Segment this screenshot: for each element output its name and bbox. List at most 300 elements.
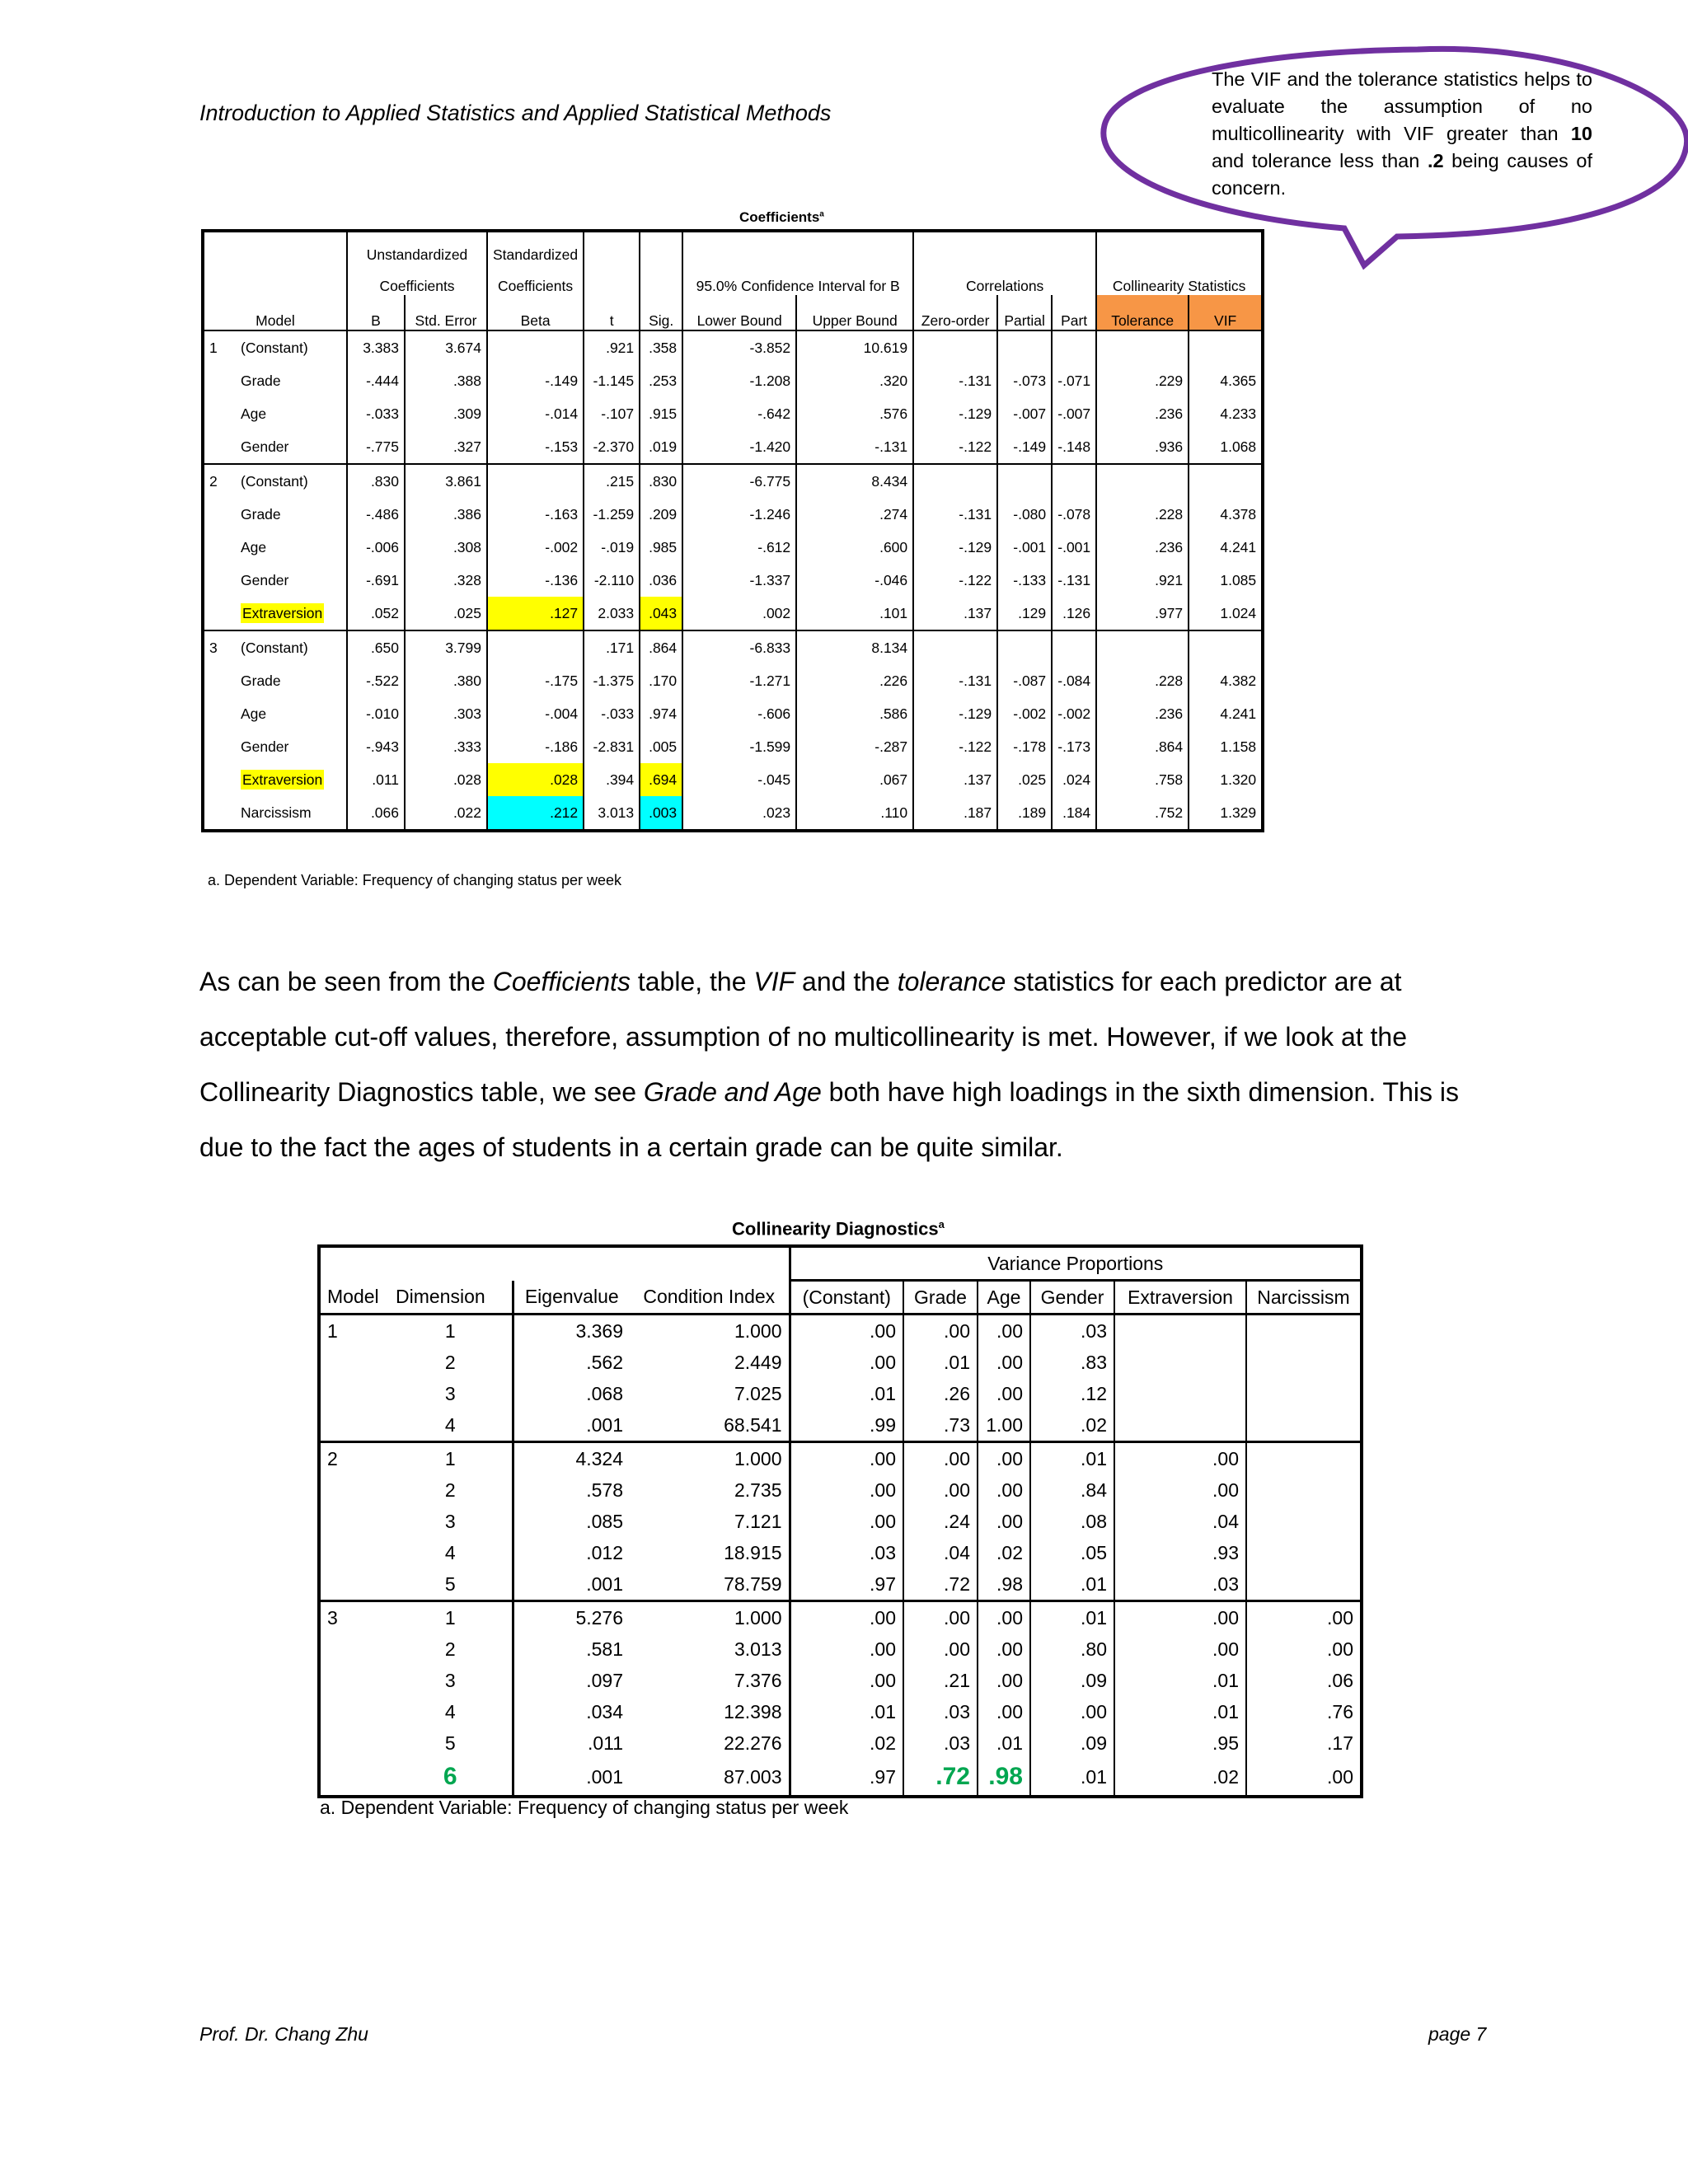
coef-cell [1052, 464, 1096, 498]
cd-cell: 18.915 [630, 1537, 790, 1568]
cd-cell: 2.735 [630, 1474, 790, 1506]
coef-cell: .036 [640, 564, 682, 597]
coef-cell: -.007 [997, 397, 1052, 430]
coef-predictor-highlight: Extraversion [242, 771, 323, 788]
cd-h-variance-proportions: Variance Proportions [790, 1246, 1362, 1281]
cd-dimension: 1 [389, 1315, 513, 1347]
cd-cell: .01 [1030, 1601, 1114, 1634]
coef-cell: -1.145 [584, 364, 640, 397]
coef-cell: -.149 [487, 364, 584, 397]
cd-cell [1246, 1568, 1362, 1601]
cd-col-dimension: Dimension [389, 1281, 513, 1315]
cd-cell: .00 [1246, 1759, 1362, 1797]
cd-cell: .00 [978, 1378, 1030, 1409]
cd-cell: .03 [790, 1537, 903, 1568]
coef-cell: .023 [682, 796, 796, 831]
cd-cell [1246, 1347, 1362, 1378]
coef-col-zero-order: Zero-order [913, 295, 997, 330]
coef-cell [1096, 464, 1189, 498]
coef-h-sig-blank [640, 231, 682, 264]
coef-cell: -2.370 [584, 430, 640, 464]
coef-cell: .137 [913, 597, 997, 630]
coef-predictor: Gender [236, 730, 347, 763]
coef-cell: -1.246 [682, 498, 796, 531]
coef-cell: .025 [997, 763, 1052, 796]
coef-cell: -.136 [487, 564, 584, 597]
coef-cell: -.133 [997, 564, 1052, 597]
cd-cell: .00 [1246, 1601, 1362, 1634]
coefficients-table [201, 229, 1264, 832]
cd-cell: .00 [790, 1347, 903, 1378]
cd-cell: .24 [903, 1506, 978, 1537]
cd-cell [1246, 1409, 1362, 1442]
coef-title-sup: a [819, 209, 824, 219]
cd-cell [1246, 1442, 1362, 1475]
coef-h-std-1: Standardized [487, 231, 584, 264]
para-italic-3: tolerance [897, 967, 1006, 996]
coef-cell: .320 [796, 364, 913, 397]
coef-model-number: 3 [203, 630, 236, 664]
cd-cell: 7.121 [630, 1506, 790, 1537]
coef-cell: -.122 [913, 430, 997, 464]
coef-cell: .187 [913, 796, 997, 831]
coef-cell: -.006 [347, 531, 405, 564]
coef-cell: .236 [1096, 531, 1189, 564]
coef-cell: -.084 [1052, 664, 1096, 697]
coef-predictor [236, 763, 347, 796]
cd-cell: .00 [978, 1347, 1030, 1378]
coef-cell: .915 [640, 397, 682, 430]
coef-model-number [203, 730, 236, 763]
cd-model-number [319, 1633, 389, 1665]
cd-dimension: 3 [389, 1506, 513, 1537]
coef-cell: -.186 [487, 730, 584, 763]
cd-cell: .00 [790, 1601, 903, 1634]
coef-col-lower-bound: Lower Bound [682, 295, 796, 330]
coef-cell: 1.024 [1189, 597, 1263, 630]
cd-row [319, 1537, 1362, 1568]
cd-cell: .09 [1030, 1727, 1114, 1759]
coef-cell: -.522 [347, 664, 405, 697]
coef-cell: .215 [584, 464, 640, 498]
cd-col-gender: Gender [1030, 1281, 1114, 1315]
cd-cell: .01 [1030, 1568, 1114, 1601]
coef-cell [913, 464, 997, 498]
coef-cell: -1.420 [682, 430, 796, 464]
coef-cell: 4.233 [1189, 397, 1263, 430]
cd-cell: .97 [790, 1568, 903, 1601]
cd-col-eigenvalue: Eigenvalue [513, 1281, 630, 1315]
coef-h-ci: 95.0% Confidence Interval for B [682, 264, 913, 295]
coef-cell: -2.110 [584, 564, 640, 597]
coef-h-t-blank [584, 231, 640, 264]
callout-text-1: The VIF and the tolerance statistics helps to evaluate the assumption of no multicollinearity with VIF greater than [1212, 68, 1592, 144]
coef-predictor: Grade [236, 498, 347, 531]
cd-header-row-1 [319, 1246, 1362, 1281]
para-italic-4: Grade and Age [643, 1077, 822, 1107]
coef-model-number [203, 564, 236, 597]
cd-row [319, 1633, 1362, 1665]
coef-cell: .380 [405, 664, 487, 697]
para-text-4: statistics for each predictor are at acceptable cut-off values, therefore, assumption of no multicollinearity is met. However, if we look at the Collinearity Diagnostics table, we see [199, 967, 1408, 1107]
coef-cell: .067 [796, 763, 913, 796]
coef-cell [1189, 330, 1263, 364]
cd-cell: .00 [903, 1315, 978, 1347]
cd-cell [1246, 1474, 1362, 1506]
coef-cell: .212 [487, 796, 584, 831]
coef-predictor: Age [236, 697, 347, 730]
coef-predictor-highlight: Extraversion [242, 604, 323, 621]
coef-cell: -.122 [913, 564, 997, 597]
cd-cell: .00 [903, 1474, 978, 1506]
cd-cell: .00 [1114, 1442, 1246, 1475]
coef-cell: -.001 [1052, 531, 1096, 564]
coef-row [203, 397, 1263, 430]
coef-cell: -.486 [347, 498, 405, 531]
coef-cell: .328 [405, 564, 487, 597]
cd-dimension: 5 [389, 1568, 513, 1601]
coef-cell: .974 [640, 697, 682, 730]
coef-cell [997, 464, 1052, 498]
coef-cell: .236 [1096, 397, 1189, 430]
coef-cell [487, 630, 584, 664]
coef-cell: .386 [405, 498, 487, 531]
cd-model-number [319, 1378, 389, 1409]
cd-cell: 1.00 [978, 1409, 1030, 1442]
coef-cell: -.046 [796, 564, 913, 597]
cd-dimension: 3 [389, 1378, 513, 1409]
cd-model-number: 3 [319, 1601, 389, 1634]
para-text-3: and the [795, 967, 898, 996]
cd-cell: .00 [790, 1665, 903, 1696]
cd-model-number [319, 1347, 389, 1378]
coef-cell: -6.833 [682, 630, 796, 664]
coef-cell: .019 [640, 430, 682, 464]
callout-bold-vif: 10 [1570, 123, 1592, 144]
para-italic-2: VIF [753, 967, 795, 996]
coef-cell: .189 [997, 796, 1052, 831]
para-italic-1: Coefficients [492, 967, 631, 996]
coef-cell: -.131 [913, 364, 997, 397]
cd-cell: 4.324 [513, 1442, 630, 1475]
coef-cell: -.019 [584, 531, 640, 564]
cd-cell: .01 [790, 1696, 903, 1727]
cd-title-sup: a [938, 1218, 945, 1230]
cd-cell: .00 [978, 1315, 1030, 1347]
coef-cell: .576 [796, 397, 913, 430]
cd-cell: .73 [903, 1409, 978, 1442]
coef-cell: -3.852 [682, 330, 796, 364]
cd-dimension: 2 [389, 1474, 513, 1506]
coef-cell: .864 [640, 630, 682, 664]
coef-cell: -.007 [1052, 397, 1096, 430]
coef-row [203, 531, 1263, 564]
coef-cell: -.131 [1052, 564, 1096, 597]
cd-cell: .581 [586, 1638, 623, 1660]
cd-cell: .09 [1030, 1665, 1114, 1696]
cd-cell: 87.003 [630, 1759, 790, 1797]
cd-col-condition-index: Condition Index [630, 1281, 790, 1315]
coef-col-b: B [347, 295, 405, 330]
coef-cell: 1.329 [1189, 796, 1263, 831]
coef-cell: -.642 [682, 397, 796, 430]
cd-row [319, 1378, 1362, 1409]
cd-cell: .097 [586, 1669, 623, 1691]
coef-cell: -.002 [997, 697, 1052, 730]
cd-model-number [319, 1568, 389, 1601]
cd-cell: .03 [903, 1727, 978, 1759]
cd-model-number [319, 1665, 389, 1696]
coef-cell: .358 [640, 330, 682, 364]
cd-cell: .06 [1246, 1665, 1362, 1696]
coef-cell: -.087 [997, 664, 1052, 697]
cd-cell: .00 [790, 1315, 903, 1347]
coef-predictor: Grade [236, 364, 347, 397]
cd-cell: 68.541 [630, 1409, 790, 1442]
coef-col-tolerance: Tolerance [1096, 295, 1189, 330]
cd-cell: 22.276 [630, 1727, 790, 1759]
coef-cell: -.691 [347, 564, 405, 597]
coef-cell: -.612 [682, 531, 796, 564]
cd-model-number: 1 [319, 1315, 389, 1347]
coef-predictor [236, 597, 347, 630]
coef-cell: -.122 [913, 730, 997, 763]
cd-cell: .562 [586, 1351, 623, 1373]
coef-cell: .308 [405, 531, 487, 564]
coef-cell: .229 [1096, 364, 1189, 397]
cd-h-blank [319, 1246, 790, 1281]
cd-dimension: 6 [389, 1759, 513, 1797]
coef-cell: -.002 [487, 531, 584, 564]
cd-cell: .00 [790, 1474, 903, 1506]
cd-col-age: Age [978, 1281, 1030, 1315]
coef-cell: .170 [640, 664, 682, 697]
cd-title-text: Collinearity Diagnostics [732, 1218, 939, 1240]
coef-cell: -.014 [487, 397, 584, 430]
page-header: Introduction to Applied Statistics and Applied Statistical Methods [199, 101, 832, 125]
cd-dimension: 3 [389, 1665, 513, 1696]
coef-cell: -.173 [1052, 730, 1096, 763]
coef-cell: -.131 [796, 430, 913, 464]
coef-cell: .600 [796, 531, 913, 564]
coef-row [203, 697, 1263, 730]
coef-cell: -.131 [913, 498, 997, 531]
coef-predictor: Narcissism [236, 796, 347, 831]
cd-row [319, 1665, 1362, 1696]
coef-h-corr: Correlations [913, 264, 1096, 295]
cd-cell: .00 [903, 1633, 978, 1665]
coef-cell: .043 [640, 597, 682, 630]
coef-cell: -.129 [913, 531, 997, 564]
coef-cell: 3.799 [405, 630, 487, 664]
cd-cell: .001 [513, 1759, 630, 1797]
cd-col-grade: Grade [903, 1281, 978, 1315]
coef-cell: -.033 [584, 697, 640, 730]
cd-cell: .02 [1030, 1409, 1114, 1442]
cd-row [319, 1474, 1362, 1506]
coef-cell: .936 [1096, 430, 1189, 464]
coef-cell: 1.158 [1189, 730, 1263, 763]
coef-cell: .126 [1052, 597, 1096, 630]
cd-cell: .03 [1030, 1315, 1114, 1347]
coef-cell: .171 [584, 630, 640, 664]
cd-cell: .02 [1114, 1759, 1246, 1797]
coef-cell: -.178 [997, 730, 1052, 763]
coef-cell: .022 [405, 796, 487, 831]
coef-model-number [203, 531, 236, 564]
cd-cell: .08 [1030, 1506, 1114, 1537]
coef-cell: 8.134 [796, 630, 913, 664]
cd-row [319, 1568, 1362, 1601]
cd-cell: .72 [903, 1759, 978, 1797]
cd-cell: .00 [1114, 1601, 1246, 1634]
cd-cell: 5.276 [513, 1601, 630, 1634]
coef-cell: -.001 [997, 531, 1052, 564]
cd-cell: .97 [790, 1759, 903, 1797]
coef-header-row-2 [203, 264, 1263, 295]
cd-cell: .00 [1114, 1474, 1246, 1506]
coef-cell: 1.068 [1189, 430, 1263, 464]
cd-cell: .21 [903, 1665, 978, 1696]
cd-cell: 1.000 [630, 1315, 790, 1347]
coef-cell: -.129 [913, 397, 997, 430]
coef-cell: -.073 [997, 364, 1052, 397]
coef-col-std-error: Std. Error [405, 295, 487, 330]
cd-col-narcissism: Narcissism [1246, 1281, 1362, 1315]
cd-cell: 2.449 [630, 1347, 790, 1378]
coef-cell: .253 [640, 364, 682, 397]
coef-cell: .003 [640, 796, 682, 831]
coef-cell: -.775 [347, 430, 405, 464]
cd-row [319, 1759, 1362, 1797]
cd-row [319, 1601, 1362, 1634]
coef-row [203, 464, 1263, 498]
coef-h2-t [584, 264, 640, 295]
coef-model-number [203, 763, 236, 796]
coef-row [203, 630, 1263, 664]
coef-cell: -1.337 [682, 564, 796, 597]
coef-cell: 10.619 [796, 330, 913, 364]
cd-model-number [319, 1506, 389, 1537]
coef-cell: -.129 [913, 697, 997, 730]
callout-text-2: and tolerance less than [1212, 150, 1428, 171]
coef-cell: .752 [1096, 796, 1189, 831]
coef-cell [913, 330, 997, 364]
cd-cell: .17 [1246, 1727, 1362, 1759]
coef-cell: -.131 [913, 664, 997, 697]
coef-predictor: (Constant) [236, 330, 347, 364]
coef-cell: -.148 [1052, 430, 1096, 464]
coef-cell: .309 [405, 397, 487, 430]
coef-cell: .830 [347, 464, 405, 498]
cd-cell: 12.398 [630, 1696, 790, 1727]
cd-cell: .00 [1114, 1633, 1246, 1665]
coef-cell: .101 [796, 597, 913, 630]
coef-cell: .586 [796, 697, 913, 730]
cd-dimension: 4 [389, 1537, 513, 1568]
cd-cell: .012 [586, 1541, 623, 1563]
coef-cell: .228 [1096, 664, 1189, 697]
coef-title-text: Coefficients [739, 209, 820, 225]
cd-cell: .068 [586, 1382, 623, 1404]
cd-cell: .01 [790, 1378, 903, 1409]
coef-cell: .025 [405, 597, 487, 630]
cd-model-number [319, 1474, 389, 1506]
coef-cell: 4.378 [1189, 498, 1263, 531]
cd-cell: .98 [978, 1759, 1030, 1797]
coef-row [203, 330, 1263, 364]
cd-cell: .01 [1030, 1442, 1114, 1475]
coef-cell: .028 [487, 763, 584, 796]
coef-cell [1189, 464, 1263, 498]
cd-cell: .95 [1114, 1727, 1246, 1759]
coef-cell: 1.085 [1189, 564, 1263, 597]
coef-cell: -.010 [347, 697, 405, 730]
cd-cell: .00 [903, 1442, 978, 1475]
coef-h-blank [203, 231, 347, 264]
coef-cell: -.071 [1052, 364, 1096, 397]
cd-cell: .03 [903, 1696, 978, 1727]
coef-cell: 4.241 [1189, 531, 1263, 564]
coef-row [203, 796, 1263, 831]
coef-cell: .864 [1096, 730, 1189, 763]
coef-row [203, 763, 1263, 796]
coef-cell: .388 [405, 364, 487, 397]
cd-cell: .72 [903, 1568, 978, 1601]
cd-cell: 78.759 [630, 1568, 790, 1601]
cd-cell: .84 [1030, 1474, 1114, 1506]
cd-dimension: 1 [389, 1442, 513, 1475]
cd-row [319, 1315, 1362, 1347]
cd-dimension: 1 [389, 1601, 513, 1634]
coef-row [203, 364, 1263, 397]
cd-cell: 3.013 [630, 1633, 790, 1665]
coef-h-std-2: Coefficients [487, 264, 584, 295]
collinearity-diagnostics-table [317, 1244, 1363, 1798]
coef-cell: 3.383 [347, 330, 405, 364]
coef-cell: -2.831 [584, 730, 640, 763]
coef-h-ci-blank [682, 231, 913, 264]
coef-model-number [203, 664, 236, 697]
cd-cell: .01 [903, 1347, 978, 1378]
cd-cell: .00 [978, 1474, 1030, 1506]
coef-model-number [203, 397, 236, 430]
cd-cell: 7.376 [630, 1665, 790, 1696]
cd-cell: .00 [978, 1696, 1030, 1727]
cd-cell: .034 [586, 1700, 623, 1722]
coef-cell: .830 [640, 464, 682, 498]
cd-dimension: 2 [389, 1347, 513, 1378]
cd-col--constant-: (Constant) [790, 1281, 903, 1315]
coef-cell: -.033 [347, 397, 405, 430]
coef-cell: .327 [405, 430, 487, 464]
cd-row [319, 1409, 1362, 1442]
cd-cell: .01 [1030, 1759, 1114, 1797]
cd-cell: .00 [1246, 1633, 1362, 1665]
cd-cell: 1.000 [630, 1601, 790, 1634]
footer-author: Prof. Dr. Chang Zhu [199, 2023, 368, 2045]
coef-row [203, 597, 1263, 630]
cd-row [319, 1506, 1362, 1537]
coef-model-number [203, 796, 236, 831]
cd-cell [1246, 1537, 1362, 1568]
cd-cell: .00 [790, 1633, 903, 1665]
cd-dimension: 2 [389, 1633, 513, 1665]
coef-cell: .977 [1096, 597, 1189, 630]
coef-row [203, 430, 1263, 464]
cd-row [319, 1727, 1362, 1759]
coef-cell: .127 [487, 597, 584, 630]
